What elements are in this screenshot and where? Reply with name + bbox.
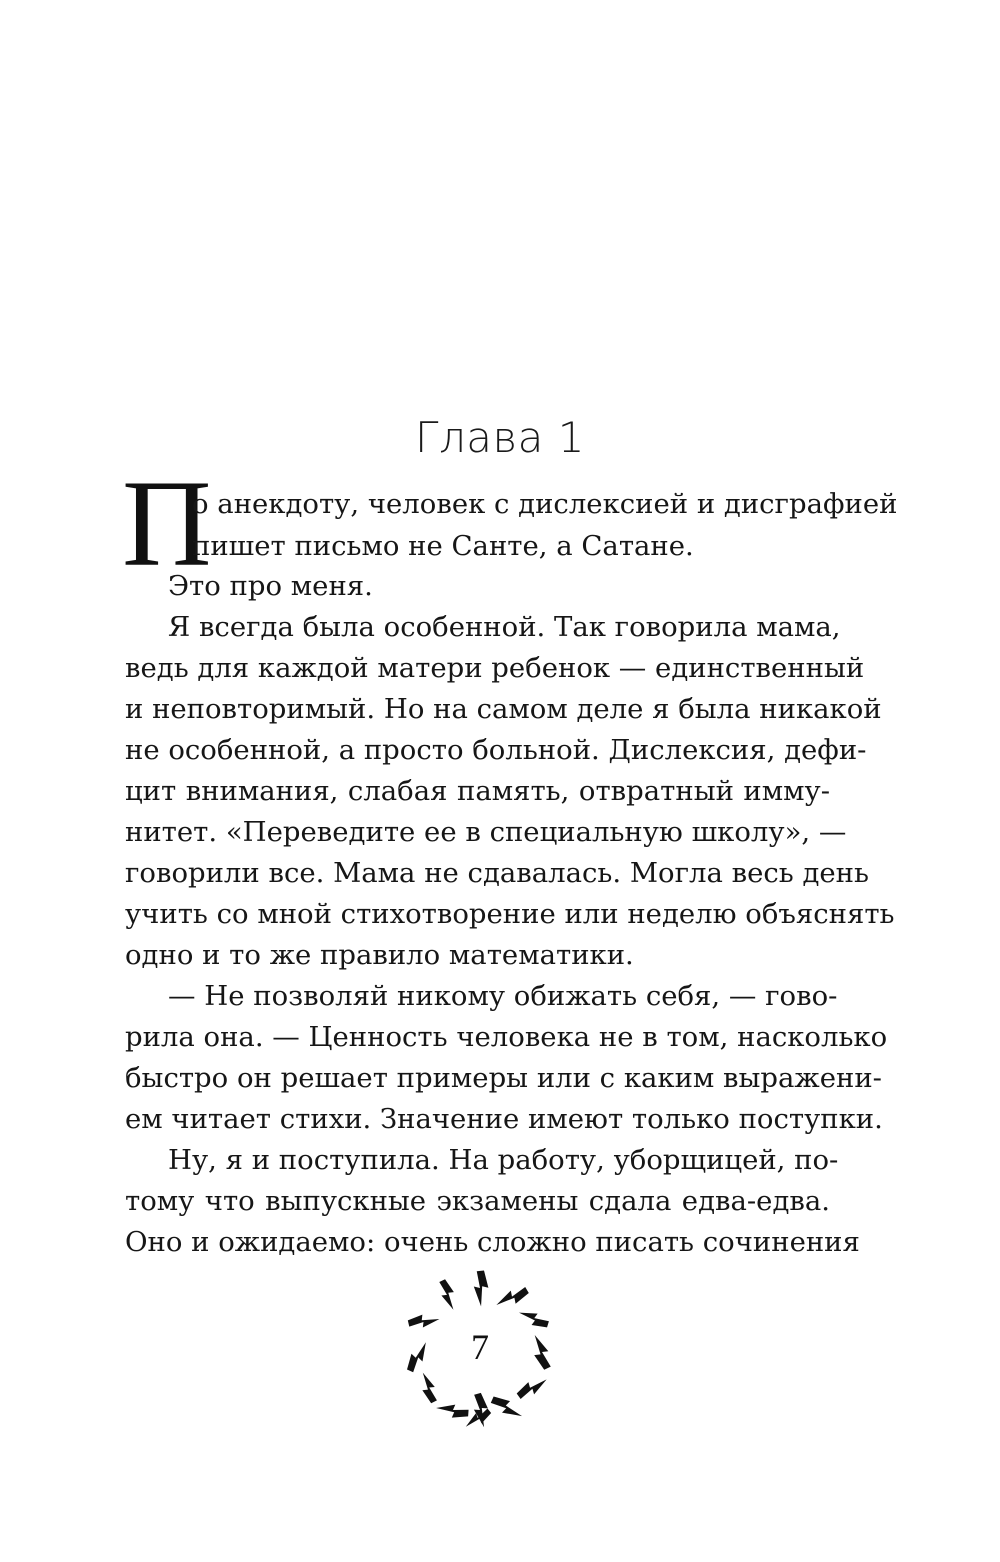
text-line: тому что выпускные экзамены сдала едва-едва. bbox=[125, 1185, 830, 1217]
text-line: пишет письмо не Санте, а Сатане. bbox=[192, 530, 694, 562]
text-line: Я всегда была особенной. Так говорила мама, bbox=[168, 611, 841, 643]
text-line: говорили все. Мама не сдавалась. Могла весь день bbox=[125, 857, 869, 889]
text-line: Ну, я и поступила. На работу, уборщицей, по- bbox=[168, 1144, 839, 1176]
text-line: ем читает стихи. Значение имеют только поступки. bbox=[125, 1103, 883, 1135]
text-line: рила она. — Ценность человека не в том, насколько bbox=[125, 1021, 888, 1053]
text-line: Оно и ожидаемо: очень сложно писать сочинения bbox=[125, 1226, 860, 1258]
text-line: цит внимания, слабая память, отвратный имму- bbox=[125, 775, 830, 807]
text-line: ведь для каждой матери ребенок — единственный bbox=[125, 652, 865, 684]
drop-cap: П bbox=[122, 455, 212, 592]
text-line: о анекдоту, человек с дислексией и дисграфией bbox=[192, 488, 898, 520]
text-line: учить со мной стихотворение или неделю объяснять bbox=[125, 898, 895, 930]
text-line: нитет. «Переведите ее в специальную школу», — bbox=[125, 816, 847, 848]
chapter-title: Глава 1 bbox=[415, 413, 585, 462]
text-line: быстро он решает примеры или с каким выражени- bbox=[125, 1062, 882, 1094]
text-line: Это про меня. bbox=[168, 570, 373, 602]
text-line: — Не позволяй никому обижать себя, — гово- bbox=[168, 980, 838, 1012]
text-line: одно и то же правило математики. bbox=[125, 939, 634, 971]
text-line: не особенной, а просто больной. Дислексия, дефи- bbox=[125, 734, 867, 766]
text-line: и неповторимый. Но на самом деле я была никакой bbox=[125, 693, 882, 725]
page-number: 7 bbox=[471, 1327, 489, 1367]
